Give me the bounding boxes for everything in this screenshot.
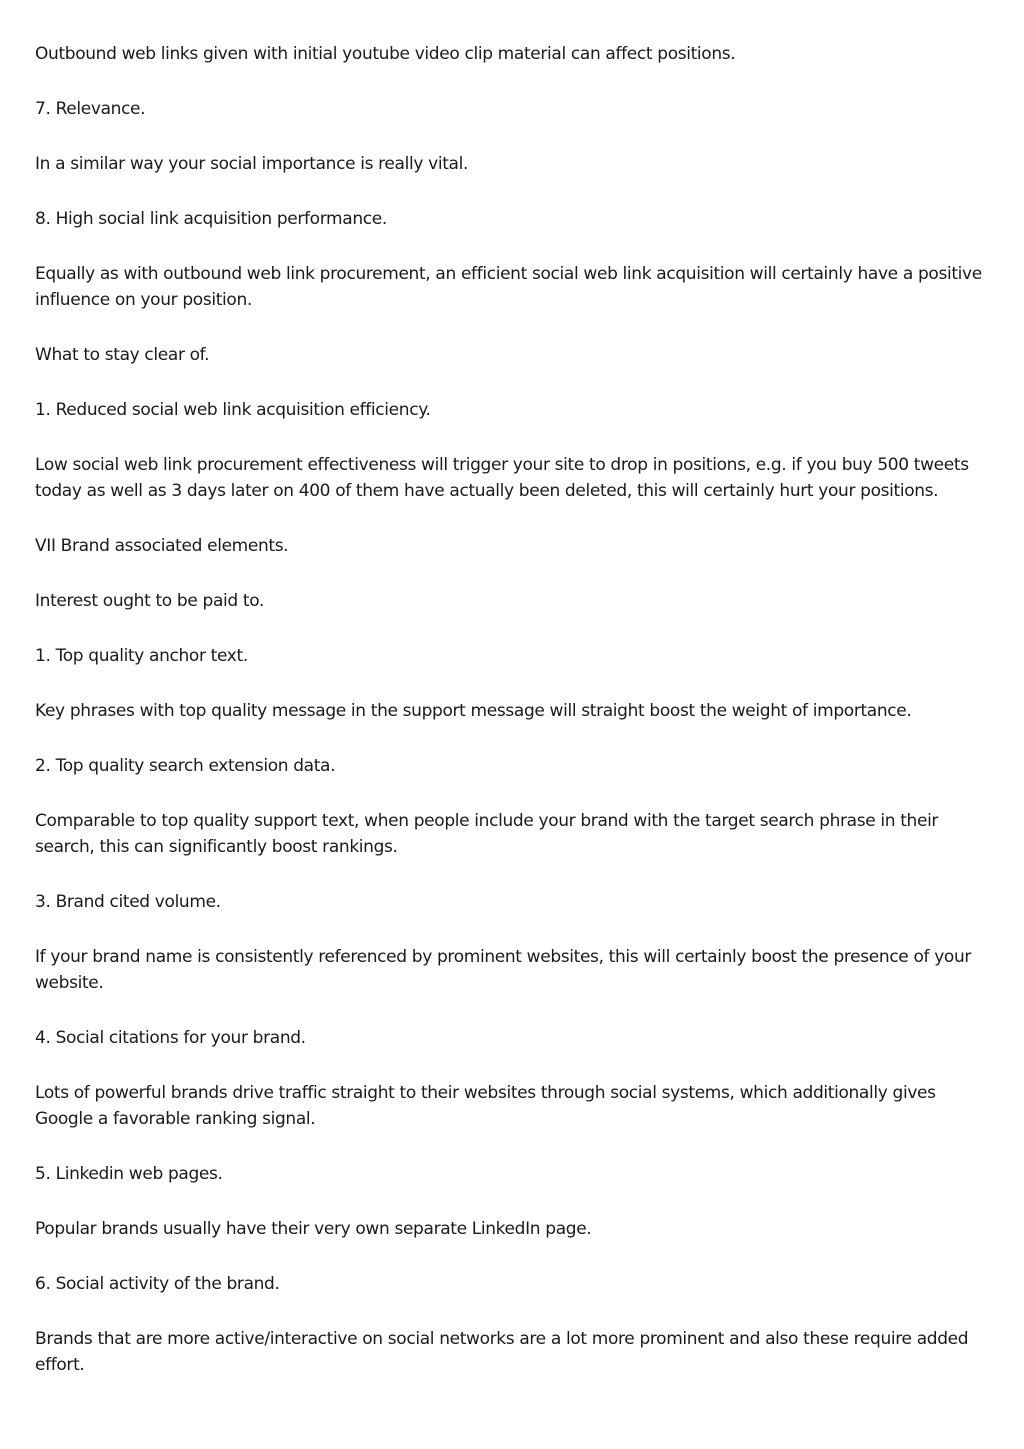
paragraph-outbound-links: Outbound web links given with initial youtube video clip material can affect positions. xyxy=(35,44,736,64)
heading-what-to-avoid: What to stay clear of. xyxy=(35,345,210,365)
heading-relevance: 7. Relevance. xyxy=(35,99,146,119)
heading-social-link-performance: 8. High social link acquisition performance. xyxy=(35,209,387,229)
heading-brand-volume: 3. Brand cited volume. xyxy=(35,892,221,912)
heading-anchor-text: 1. Top quality anchor text. xyxy=(35,646,248,666)
paragraph-social-importance: In a similar way your social importance is really vital. xyxy=(35,154,469,174)
heading-social-citations: 4. Social citations for your brand. xyxy=(35,1028,306,1048)
paragraph-linkedin: Popular brands usually have their very own separate LinkedIn page. xyxy=(35,1219,592,1239)
heading-social-activity: 6. Social activity of the brand. xyxy=(35,1274,280,1294)
document-body xyxy=(35,41,995,1407)
paragraph-key-phrases: Key phrases with top quality message in the support message will straight boost the weight of importance. xyxy=(35,701,912,721)
heading-linkedin-pages: 5. Linkedin web pages. xyxy=(35,1164,223,1184)
heading-reduced-efficiency: 1. Reduced social web link acquisition efficiency. xyxy=(35,400,431,420)
paragraph-powerful-brands: Lots of powerful brands drive traffic straight to their websites through social systems, which additionally gives Google a favorable ranking signal. xyxy=(35,1083,936,1129)
paragraph-active-brands: Brands that are more active/interactive on social networks are a lot more prominent and also these require added effort. xyxy=(35,1329,969,1375)
paragraph-brand-referenced: If your brand name is consistently referenced by prominent websites, this will certainly boost the presence of your website. xyxy=(35,947,972,993)
paragraph-low-effectiveness: Low social web link procurement effectiveness will trigger your site to drop in positions, e.g. if you buy 500 tweets today as well as 3 days later on 400 of them have actually been deleted, this will certainly hurt your positions. xyxy=(35,455,969,501)
heading-attention: Interest ought to be paid to. xyxy=(35,591,264,611)
heading-search-extension: 2. Top quality search extension data. xyxy=(35,756,336,776)
paragraph-social-link-acquisition: Equally as with outbound web link procurement, an efficient social web link acquisition will certainly have a positive influence on your position. xyxy=(35,264,982,310)
section-heading-brand-elements: VII Brand associated elements. xyxy=(35,536,289,556)
paragraph-brand-search: Comparable to top quality support text, when people include your brand with the target search phrase in their search, this can significantly boost rankings. xyxy=(35,811,939,857)
